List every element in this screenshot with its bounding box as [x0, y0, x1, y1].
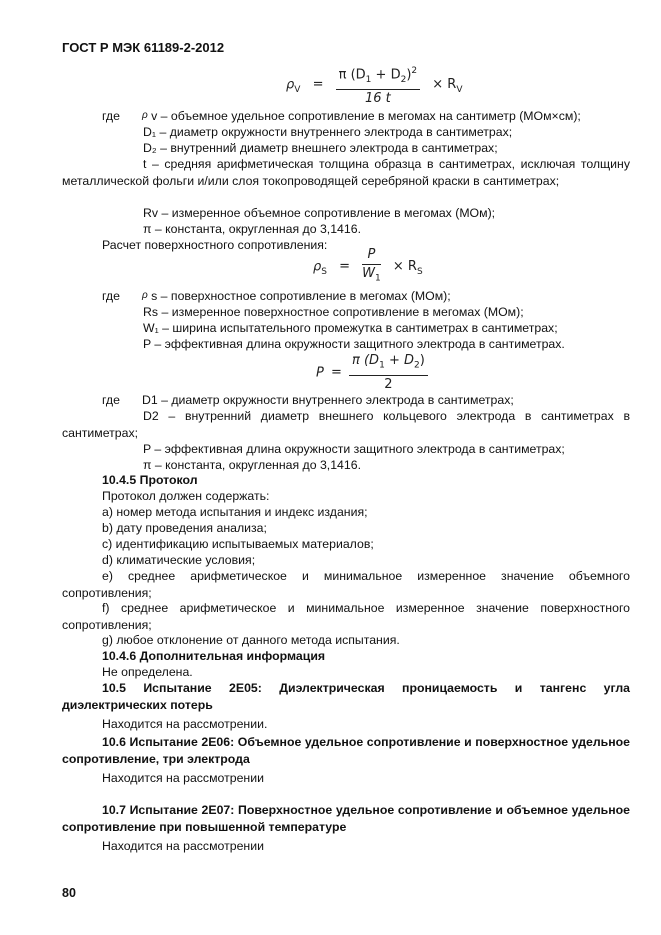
protocol-item-b: b) дату проведения анализа;	[102, 521, 267, 535]
protocol-item-f: f) среднее арифметическое и минимальное измеренное значение поверхностного сопротивления;	[62, 601, 630, 632]
page-number: 80	[62, 886, 76, 900]
section-10-5-heading: 10.5 Испытание 2Е05: Диэлектрическая проницаемость и тангенс угла диэлектрических потерь	[62, 681, 630, 712]
where2-line-1: Rs – измеренное поверхностное сопротивление в мегомах (МОм);	[143, 305, 524, 319]
formula-effective-length: P = $\frac{\pi (D_1 + D_2)}{2}$	[316, 352, 428, 394]
section-10-5-text: Находится на рассмотрении.	[102, 717, 268, 731]
where2-line-2: W₁ – ширина испытательного промежутка в сантиметрах в сантиметрах;	[143, 321, 558, 335]
where3-line-0: где D1 – диаметр окружности внутреннего электрода в сантиметрах;	[102, 393, 514, 407]
extra-text: Не определена.	[102, 665, 193, 679]
formula-volume-resistivity: $\rho_V$ = $\frac{\pi (D_1 + D_2)^2}{16 t}$ × $R_V$	[286, 62, 463, 108]
where1-line-0: где $^\rho$ v – объемное удельное сопротивление в мегомах на сантиметр (МОм×см);	[102, 109, 581, 123]
protocol-item-c: c) идентификацию испытываемых материалов;	[102, 537, 374, 551]
document-header: ГОСТ Р МЭК 61189-2-2012	[62, 40, 225, 55]
where3-line-2: P – эффективная длина окружности защитного электрода в сантиметрах;	[143, 442, 565, 456]
protocol-intro: Протокол должен содержать:	[102, 489, 270, 503]
section-10-7-heading: 10.7 Испытание 2Е07: Поверхностное удельное сопротивление и объемное удельное сопротивление при повышенной температуре	[62, 803, 630, 834]
section-10-7-text: Находится на рассмотрении	[102, 839, 264, 853]
protocol-item-e: e) среднее арифметическое и минимальное измеренное значение объемного сопротивления;	[62, 569, 630, 600]
protocol-item-g: g) любое отклонение от данного метода испытания.	[102, 633, 400, 647]
where1-line-3: t – средняя арифметическая толщина образца в сантиметрах, исключая толщину металлической фольги и/или слоя токопроводящей серебряной краски в сантиметрах;	[62, 157, 630, 188]
where1-line-5: π – константа, округленная до 3,1416.	[143, 222, 361, 236]
protocol-item-a: а) номер метода испытания и индекс издания;	[102, 505, 368, 519]
surface-intro: Расчет поверхностного сопротивления:	[102, 238, 328, 252]
formula-surface-resistivity: $\rho_S$ = $\frac{P}{W_1}$ × $R_S$	[313, 247, 423, 284]
section-10-6-text: Находится на рассмотрении	[102, 771, 264, 785]
where2-line-0: где $^\rho$ s – поверхностное сопротивление в мегомах (МОм);	[102, 289, 451, 303]
where1-line-4: Rv – измеренное объемное сопротивление в мегомах (МОм);	[143, 206, 496, 220]
where1-line-1: D₁ – диаметр окружности внутреннего электрода в сантиметрах;	[143, 125, 513, 139]
where1-line-2: D₂ – внутренний диаметр внешнего электрода в сантиметрах;	[143, 141, 498, 155]
extra-heading: 10.4.6 Дополнительная информация	[102, 649, 326, 663]
where3-line-3: π – константа, округленная до 3,1416.	[143, 458, 361, 472]
where2-line-3: P – эффективная длина окружности защитного электрода в сантиметрах.	[143, 337, 565, 351]
protocol-heading: 10.4.5 Протокол	[102, 473, 198, 487]
where3-line-1: D2 – внутренний диаметр внешнего кольцевого электрода в сантиметрах в сантиметрах;	[62, 409, 630, 440]
protocol-item-d: d) климатические условия;	[102, 553, 256, 567]
section-10-6-heading: 10.6 Испытание 2Е06: Объемное удельное сопротивление и поверхностное удельное сопротивление, три электрода	[62, 735, 630, 766]
